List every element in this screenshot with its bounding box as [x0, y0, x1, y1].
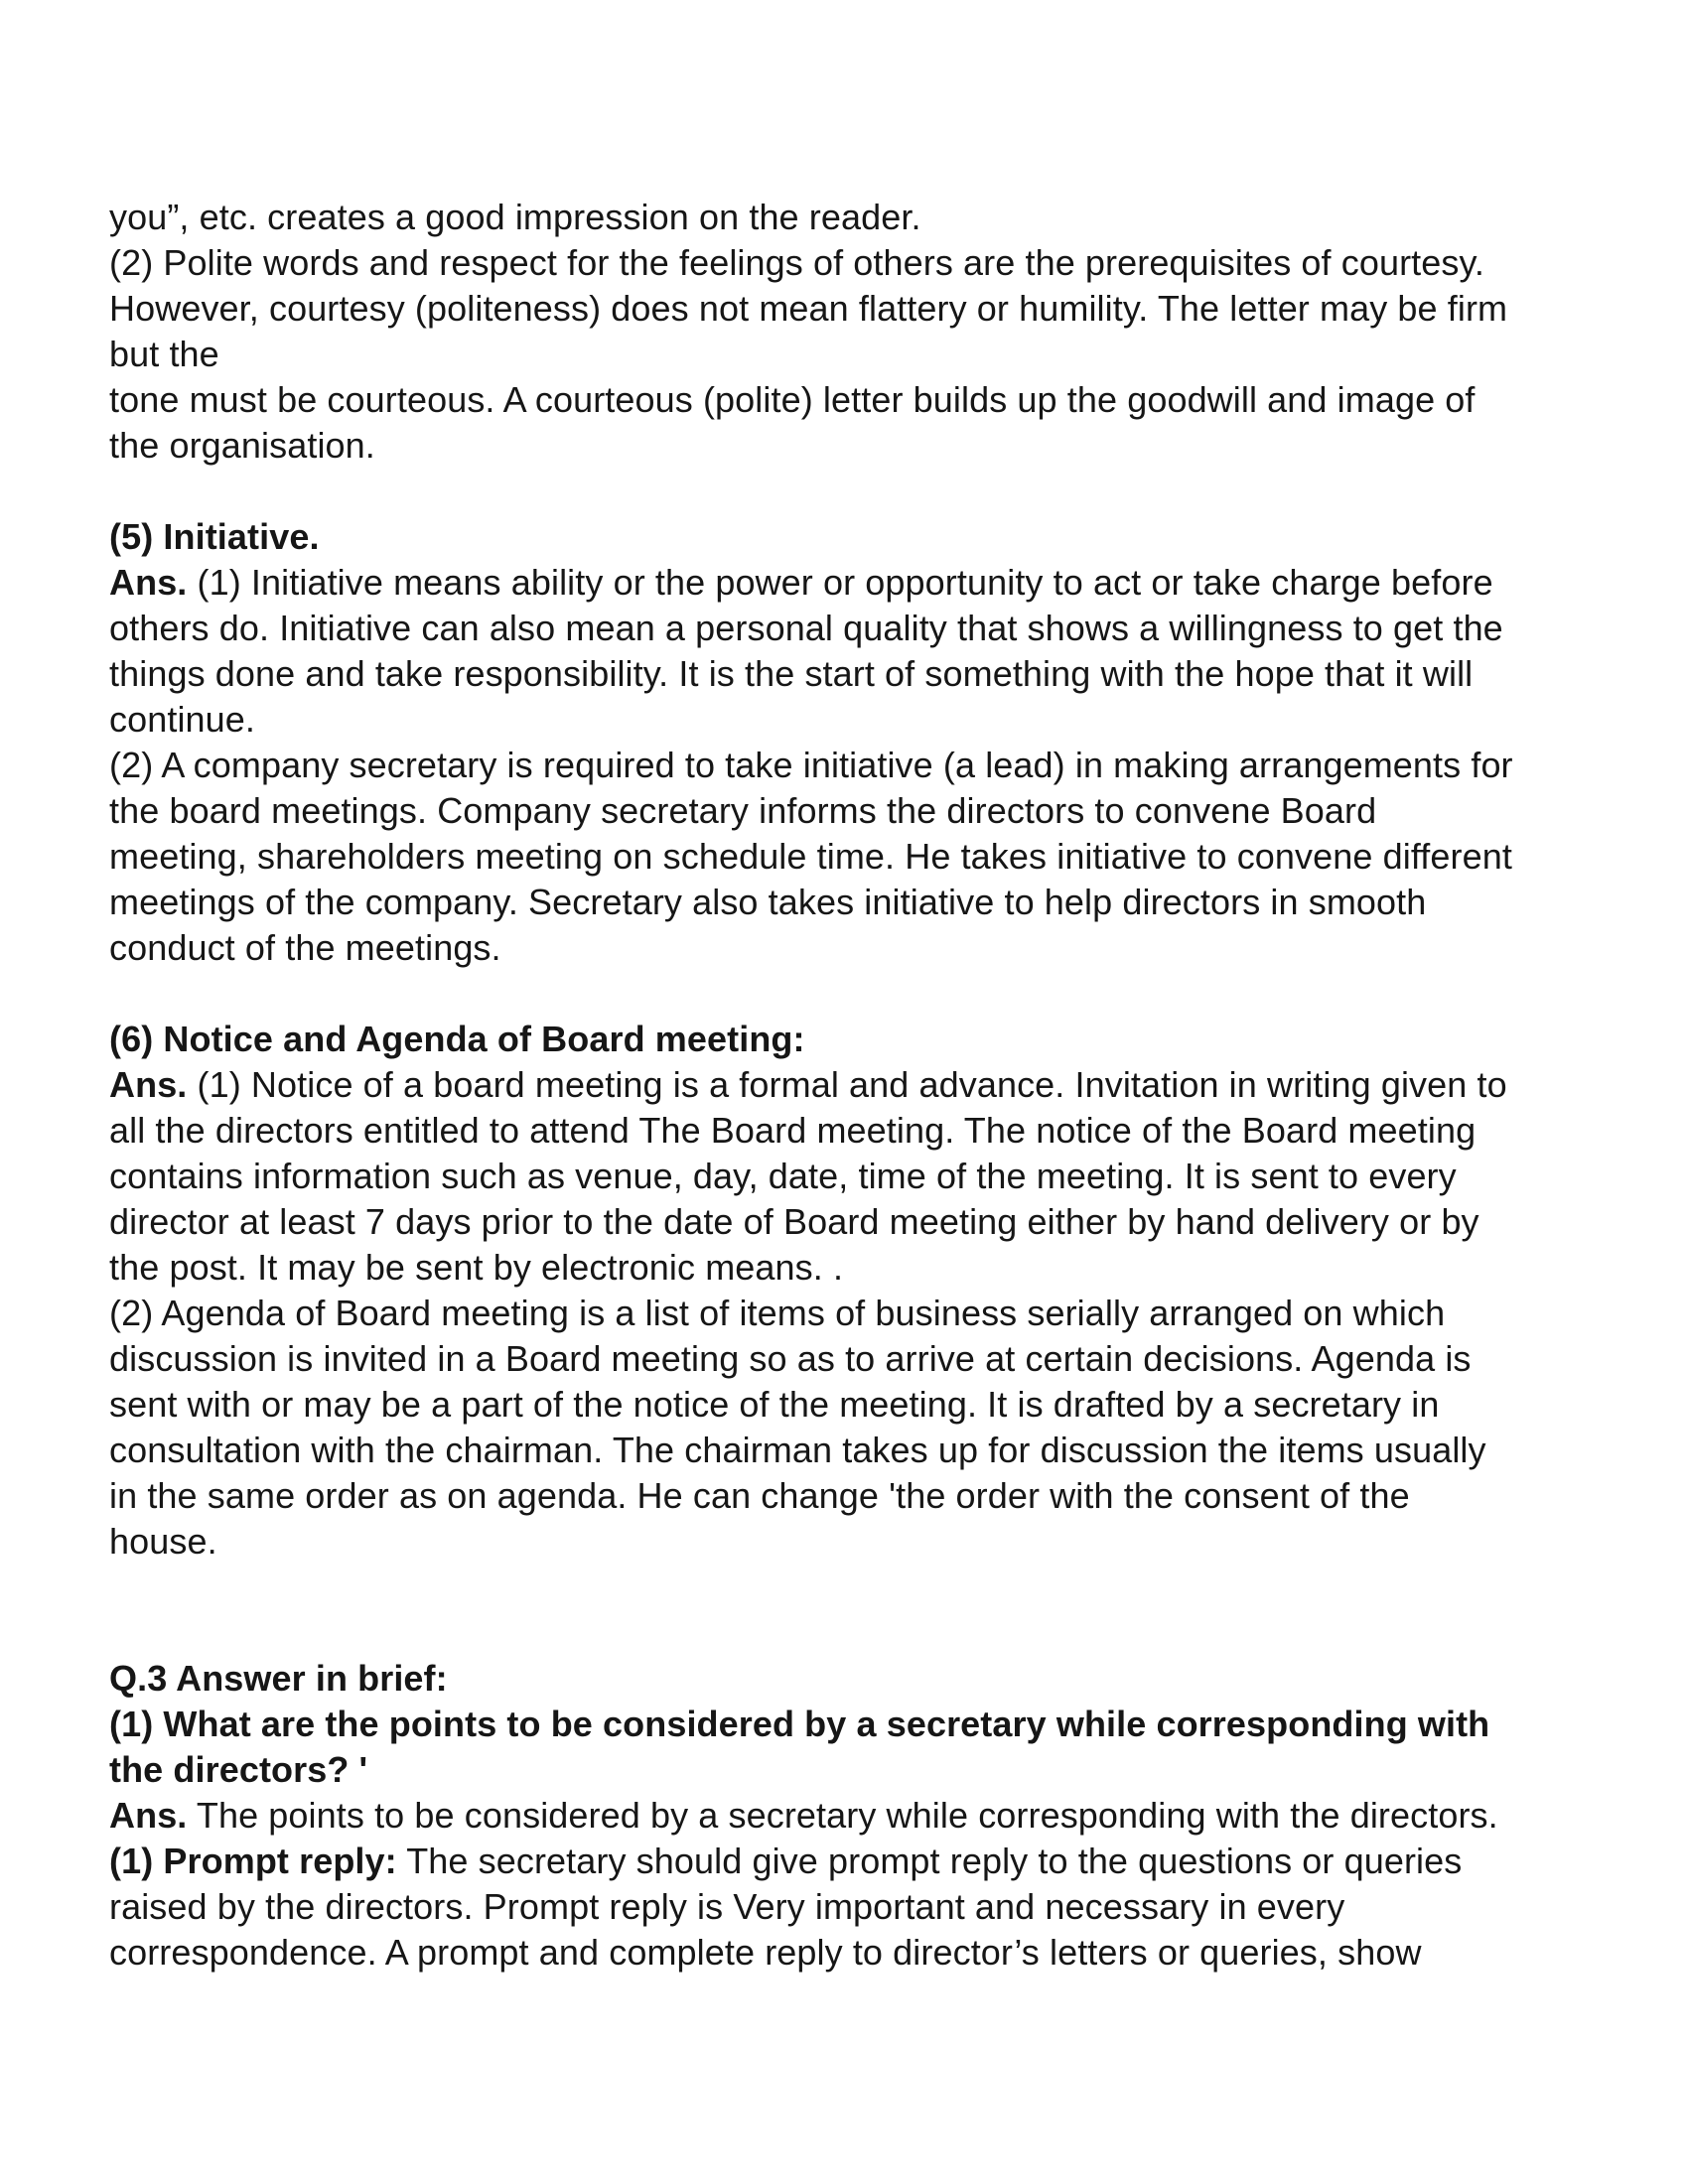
bold-text-segment: (1) What are the points to be considered by a secretary while corresponding with	[109, 1704, 1490, 1744]
text-line	[109, 332, 1559, 377]
text-line	[109, 1793, 1559, 1839]
text-segment: The points to be considered by a secretary while corresponding with the directors.	[187, 1795, 1498, 1836]
text-segment: (2) Agenda of Board meeting is a list of items of business serially arranged on which	[109, 1293, 1446, 1333]
text-segment: house.	[109, 1521, 217, 1562]
section-heading	[109, 1747, 1559, 1793]
text-line	[109, 1291, 1559, 1336]
text-line	[109, 834, 1559, 880]
text-segment: in the same order as on agenda. He can change 'the order with the consent of the	[109, 1475, 1410, 1516]
text-line	[109, 1199, 1559, 1245]
text-segment: (2) A company secretary is required to take initiative (a lead) in making arrangements for	[109, 745, 1513, 785]
text-segment: but the	[109, 334, 219, 374]
bold-text-segment: Ans.	[109, 1064, 188, 1105]
bold-text-segment: Ans.	[109, 1795, 188, 1836]
section-heading	[109, 1656, 1559, 1702]
text-segment: the post. It may be sent by electronic means. .	[109, 1247, 844, 1288]
text-segment: meeting, shareholders meeting on schedule time. He takes initiative to convene different	[109, 836, 1512, 877]
text-segment: tone must be courteous. A courteous (polite) letter builds up the goodwill and image of	[109, 379, 1476, 420]
text-line	[109, 195, 1559, 240]
text-line	[109, 743, 1559, 788]
document-text-content	[109, 195, 1559, 1976]
text-line	[109, 1062, 1559, 1108]
text-segment: continue.	[109, 699, 256, 740]
text-line	[109, 925, 1559, 971]
text-line	[109, 1519, 1559, 1565]
text-line	[109, 560, 1559, 606]
paragraph-spacer	[109, 1610, 1559, 1656]
text-line	[109, 880, 1559, 925]
bold-text-segment: (5) Initiative.	[109, 516, 320, 557]
bold-text-segment: Q.3 Answer in brief:	[109, 1658, 448, 1699]
text-segment: all the directors entitled to attend The Board meeting. The notice of the Board meeting	[109, 1110, 1477, 1151]
section-heading	[109, 1702, 1559, 1747]
text-segment: consultation with the chairman. The chairman takes up for discussion the items usually	[109, 1430, 1486, 1470]
text-line	[109, 1839, 1559, 1884]
text-segment: However, courtesy (politeness) does not mean flattery or humility. The letter may be firm	[109, 288, 1508, 329]
text-segment: (2) Polite words and respect for the feelings of others are the prerequisites of courtesy.	[109, 242, 1485, 283]
text-line	[109, 377, 1559, 423]
text-segment: raised by the directors. Prompt reply is Very important and necessary in every	[109, 1886, 1345, 1927]
text-line	[109, 1884, 1559, 1930]
section-heading	[109, 514, 1559, 560]
text-line	[109, 423, 1559, 469]
text-line	[109, 286, 1559, 332]
text-segment: things done and take responsibility. It is the start of something with the hope that it will	[109, 653, 1474, 694]
text-line	[109, 1930, 1559, 1976]
text-line	[109, 240, 1559, 286]
paragraph-spacer	[109, 1565, 1559, 1610]
text-segment: discussion is invited in a Board meeting so as to arrive at certain decisions. Agenda is	[109, 1338, 1472, 1379]
text-segment: (1) Notice of a board meeting is a formal and advance. Invitation in writing given to	[187, 1064, 1507, 1105]
text-line	[109, 1428, 1559, 1473]
text-line	[109, 606, 1559, 651]
text-line	[109, 651, 1559, 697]
paragraph-spacer	[109, 469, 1559, 514]
text-segment: The secretary should give prompt reply to the questions or queries	[396, 1841, 1463, 1881]
text-segment: sent with or may be a part of the notice of the meeting. It is drafted by a secretary in	[109, 1384, 1440, 1425]
text-line	[109, 788, 1559, 834]
text-segment: you”, etc. creates a good impression on the reader.	[109, 197, 921, 237]
text-segment: (1) Initiative means ability or the power or opportunity to act or take charge before	[187, 562, 1493, 603]
paragraph-spacer	[109, 971, 1559, 1017]
text-segment: correspondence. A prompt and complete reply to director’s letters or queries, show	[109, 1932, 1422, 1973]
text-segment: the board meetings. Company secretary informs the directors to convene Board	[109, 790, 1377, 831]
text-line	[109, 1108, 1559, 1154]
bold-text-segment: the directors? '	[109, 1749, 368, 1790]
text-segment: the organisation.	[109, 425, 375, 466]
text-segment: conduct of the meetings.	[109, 927, 501, 968]
bold-text-segment: (1) Prompt reply:	[109, 1841, 397, 1881]
text-line	[109, 697, 1559, 743]
bold-text-segment: Ans.	[109, 562, 188, 603]
section-heading	[109, 1017, 1559, 1062]
text-segment: others do. Initiative can also mean a personal quality that shows a willingness to get the	[109, 608, 1503, 648]
text-line	[109, 1336, 1559, 1382]
text-segment: meetings of the company. Secretary also takes initiative to help directors in smooth	[109, 882, 1427, 922]
text-line	[109, 1154, 1559, 1199]
text-segment: director at least 7 days prior to the date of Board meeting either by hand delivery or by	[109, 1201, 1479, 1242]
text-line	[109, 1245, 1559, 1291]
text-line	[109, 1382, 1559, 1428]
bold-text-segment: (6) Notice and Agenda of Board meeting:	[109, 1019, 805, 1059]
text-line	[109, 1473, 1559, 1519]
text-segment: contains information such as venue, day, date, time of the meeting. It is sent to every	[109, 1156, 1457, 1196]
